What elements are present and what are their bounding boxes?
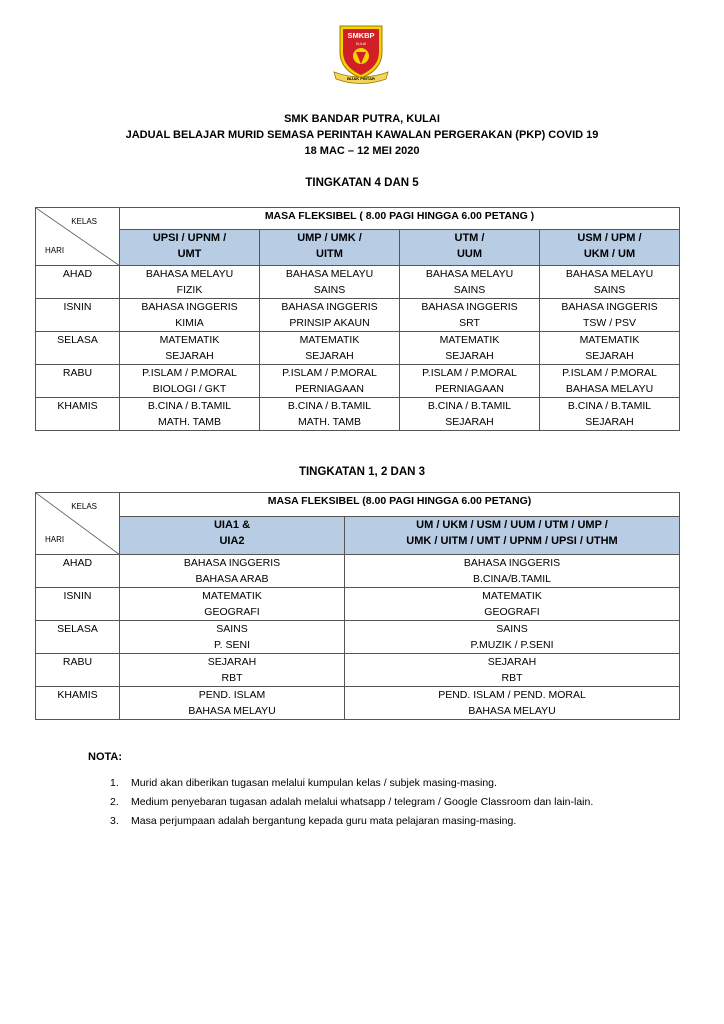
subject-cell: BAHASA INGGERIS TSW / PSV [540,299,680,332]
day-cell: RABU [36,365,120,398]
table2-heading: TINGKATAN 1, 2 DAN 3 [298,466,426,478]
svg-text:SMKBP: SMKBP [347,31,375,40]
subject-cell: B.CINA / B.TAMIL SEJARAH [540,398,680,431]
day-cell: ISNIN [36,588,120,621]
subject-cell: PEND. ISLAM / PEND. MORAL BAHASA MELAYU [345,687,680,720]
date-range: 18 MAC – 12 MEI 2020 [304,145,420,157]
corner-cell [36,493,120,555]
table-row [36,365,680,398]
subject-cell: PEND. ISLAM BAHASA MELAYU [120,687,345,720]
timetable-form-4-5 [35,207,680,431]
subject-cell: MATEMATIK SEJARAH [400,332,540,365]
subject-cell: BAHASA INGGERIS B.CINA/B.TAMIL [345,555,680,588]
day-cell: RABU [36,654,120,687]
day-cell: KHAMIS [36,398,120,431]
day-cell: KHAMIS [36,687,120,720]
timetable-form-1-3 [35,492,680,720]
subject-cell: SEJARAH RBT [120,654,345,687]
subject-cell: BAHASA MELAYU SAINS [400,266,540,299]
subject-cell: MATEMATIK SEJARAH [120,332,260,365]
table-row [36,588,680,621]
svg-text:BIJAK PINTAR: BIJAK PINTAR [347,76,375,81]
subject-cell: B.CINA / B.TAMIL MATH. TAMB [120,398,260,431]
corner-cell [36,208,120,266]
subject-cell: MATEMATIK GEOGRAFI [120,588,345,621]
subject-cell: MATEMATIK GEOGRAFI [345,588,680,621]
kelas-label: KELAS [71,502,97,511]
subject-cell: BAHASA MELAYU SAINS [260,266,400,299]
masa-header: MASA FLEKSIBEL ( 8.00 PAGI HINGGA 6.00 PETANG ) [120,208,680,230]
uni-column-header: UIA1 & UIA2 [120,517,345,555]
table-row [36,266,680,299]
table-row [36,299,680,332]
subject-cell: P.ISLAM / P.MORAL PERNIAGAAN [400,365,540,398]
table-row [36,654,680,687]
hari-label: HARI [45,535,65,544]
uni-column-header: UPSI / UPNM / UMT [120,230,260,266]
subject-cell: BAHASA INGGERIS PRINSIP AKAUN [260,299,400,332]
table-row [36,398,680,431]
list-item: 3. Masa perjumpaan adalah bergantung kepada guru mata pelajaran masing-masing. [110,815,517,827]
subject-cell: B.CINA / B.TAMIL MATH. TAMB [260,398,400,431]
uni-column-header: UM / UKM / USM / UUM / UTM / UMP / UMK / UITM / UMT / UPNM / UPSI / UTHM [345,517,680,555]
subject-cell: P.ISLAM / P.MORAL BAHASA MELAYU [540,365,680,398]
table-row [36,332,680,365]
subject-cell: P.ISLAM / P.MORAL PERNIAGAAN [260,365,400,398]
day-cell: AHAD [36,555,120,588]
hari-label: HARI [45,246,65,255]
subject-cell: SEJARAH RBT [345,654,680,687]
subject-cell: BAHASA INGGERIS SRT [400,299,540,332]
subject-cell: BAHASA MELAYU SAINS [540,266,680,299]
subject-cell: BAHASA MELAYU FIZIK [120,266,260,299]
subject-cell: MATEMATIK SEJARAH [260,332,400,365]
school-crest-icon [330,22,392,84]
table-row [36,555,680,588]
nota-title: NOTA: [88,751,123,763]
school-logo [330,22,392,84]
subject-cell: BAHASA INGGERIS BAHASA ARAB [120,555,345,588]
subject-cell: B.CINA / B.TAMIL SEJARAH [400,398,540,431]
day-cell: AHAD [36,266,120,299]
day-cell: SELASA [36,621,120,654]
day-cell: ISNIN [36,299,120,332]
subject-cell: BAHASA INGGERIS KIMIA [120,299,260,332]
table-row [36,687,680,720]
table1-heading: TINGKATAN 4 DAN 5 [305,177,419,189]
list-item: 2. Medium penyebaran tugasan adalah melalui whatsapp / telegram / Google Classroom dan lain-lain. [110,796,594,808]
uni-column-header: UTM / UUM [400,230,540,266]
subject-cell: MATEMATIK SEJARAH [540,332,680,365]
masa-header: MASA FLEKSIBEL (8.00 PAGI HINGGA 6.00 PETANG) [120,493,680,517]
document-header [0,111,724,159]
list-item: 1. Murid akan diberikan tugasan melalui kumpulan kelas / subjek masing-masing. [110,777,497,789]
svg-text:KULAI: KULAI [355,42,367,46]
notes-list [88,775,648,832]
uni-column-header: USM / UPM / UKM / UM [540,230,680,266]
day-cell: SELASA [36,332,120,365]
subject-cell: SAINS P.MUZIK / P.SENI [345,621,680,654]
kelas-label: KELAS [71,217,97,226]
document-title: JADUAL BELAJAR MURID SEMASA PERINTAH KAWALAN PERGERAKAN (PKP) COVID 19 [125,129,599,141]
subject-cell: SAINS P. SENI [120,621,345,654]
table-row [36,621,680,654]
uni-column-header: UMP / UMK / UITM [260,230,400,266]
subject-cell: P.ISLAM / P.MORAL BIOLOGI / GKT [120,365,260,398]
school-name: SMK BANDAR PUTRA, KULAI [284,113,440,125]
